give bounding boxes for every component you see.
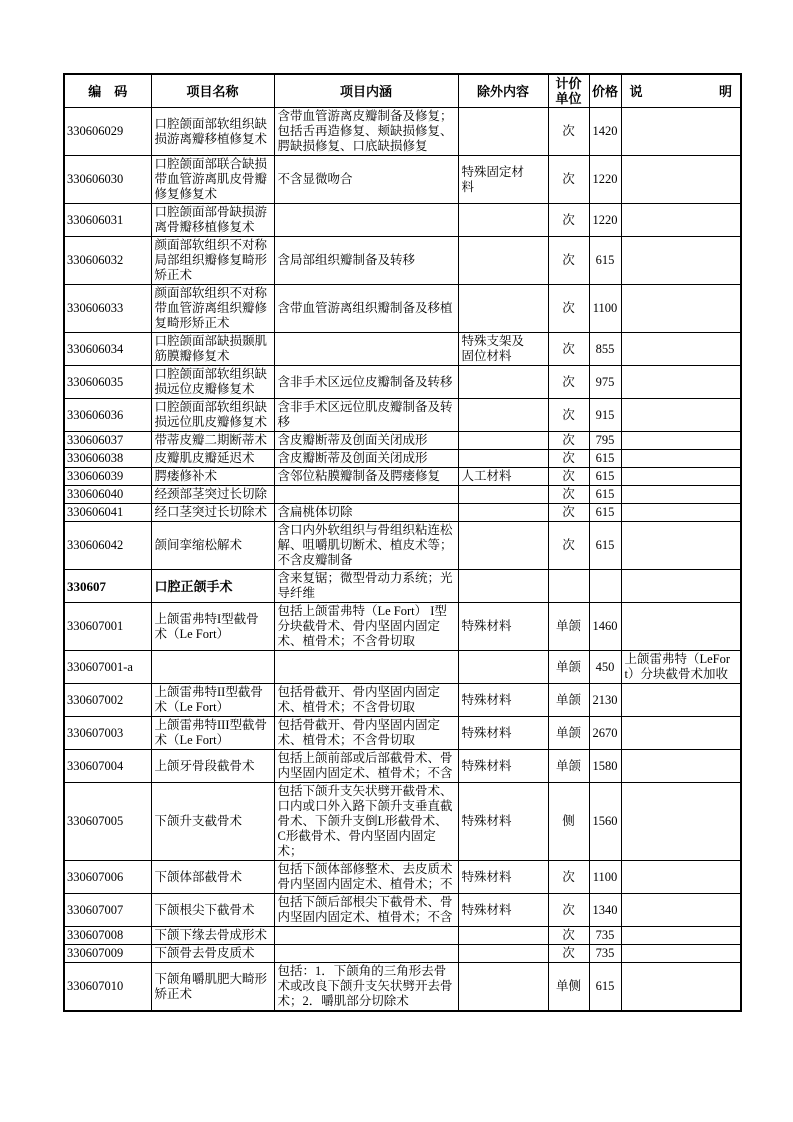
cell-name: 口腔颌面部软组织缺损远位皮瓣修复术 bbox=[151, 366, 274, 399]
cell-note bbox=[621, 432, 741, 450]
cell-name: 口腔颌面部缺损颞肌筋膜瓣修复术 bbox=[151, 333, 274, 366]
cell-price: 795 bbox=[589, 432, 621, 450]
cell-note bbox=[621, 570, 741, 603]
cell-exclusion bbox=[458, 399, 548, 432]
cell-exclusion bbox=[458, 237, 548, 285]
cell-content: 含非手术区远位皮瓣制备及转移 bbox=[274, 366, 458, 399]
cell-price: 615 bbox=[589, 468, 621, 486]
cell-unit: 次 bbox=[548, 945, 589, 963]
cell-price: 1100 bbox=[589, 285, 621, 333]
cell-unit: 次 bbox=[548, 468, 589, 486]
header-name: 项目名称 bbox=[151, 74, 274, 108]
cell-content: 含来复锯；微型骨动力系统；光导纤维 bbox=[274, 570, 458, 603]
header-note: 说明 bbox=[621, 74, 741, 108]
table-row bbox=[64, 486, 741, 504]
cell-unit: 次 bbox=[548, 285, 589, 333]
cell-name: 口腔颌面部软组织缺损游离瓣移植修复术 bbox=[151, 108, 274, 156]
cell-price: 735 bbox=[589, 927, 621, 945]
table-row bbox=[64, 927, 741, 945]
cell-price: 915 bbox=[589, 399, 621, 432]
table-row bbox=[64, 468, 741, 486]
header-unit: 计价单位 bbox=[548, 74, 589, 108]
table-row bbox=[64, 204, 741, 237]
table-row bbox=[64, 108, 741, 156]
cell-content bbox=[274, 651, 458, 684]
cell-code: 330606034 bbox=[64, 333, 151, 366]
cell-price: 1220 bbox=[589, 156, 621, 204]
cell-content: 不含显微吻合 bbox=[274, 156, 458, 204]
cell-note bbox=[621, 486, 741, 504]
cell-unit: 侧 bbox=[548, 783, 589, 861]
cell-unit: 单颌 bbox=[548, 717, 589, 750]
cell-name: 颌间挛缩松解术 bbox=[151, 522, 274, 570]
cell-name: 带蒂皮瓣二期断蒂术 bbox=[151, 432, 274, 450]
cell-unit: 次 bbox=[548, 156, 589, 204]
cell-code: 330606035 bbox=[64, 366, 151, 399]
cell-exclusion bbox=[458, 450, 548, 468]
cell-content bbox=[274, 927, 458, 945]
cell-exclusion bbox=[458, 366, 548, 399]
cell-price: 1460 bbox=[589, 603, 621, 651]
cell-price: 1560 bbox=[589, 783, 621, 861]
cell-note bbox=[621, 285, 741, 333]
cell-name: 下颌骨去骨皮质术 bbox=[151, 945, 274, 963]
cell-code: 330607008 bbox=[64, 927, 151, 945]
cell-unit: 次 bbox=[548, 927, 589, 945]
cell-note bbox=[621, 504, 741, 522]
cell-code: 330607003 bbox=[64, 717, 151, 750]
cell-name: 下颌升支截骨术 bbox=[151, 783, 274, 861]
cell-name: 上颌雷弗特II型截骨术（Le Fort） bbox=[151, 684, 274, 717]
cell-unit: 次 bbox=[548, 504, 589, 522]
cell-unit: 单颌 bbox=[548, 750, 589, 783]
table-row bbox=[64, 432, 741, 450]
cell-note bbox=[621, 750, 741, 783]
cell-content: 含局部组织瓣制备及转移 bbox=[274, 237, 458, 285]
cell-exclusion: 特殊材料 bbox=[458, 783, 548, 861]
cell-name bbox=[151, 651, 274, 684]
cell-price: 615 bbox=[589, 504, 621, 522]
cell-content: 包括上颌雷弗特（Le Fort） I型分块截骨术、骨内坚固内固定术、植骨术；不含骨切取 bbox=[274, 603, 458, 651]
cell-name: 上颌雷弗特III型截骨术（Le Fort） bbox=[151, 717, 274, 750]
cell-content: 含皮瓣断蒂及创面关闭成形 bbox=[274, 450, 458, 468]
cell-exclusion: 特殊材料 bbox=[458, 861, 548, 894]
cell-content: 含非手术区远位肌皮瓣制备及转移 bbox=[274, 399, 458, 432]
cell-name: 颜面部软组织不对称局部组织瓣修复畸形矫正术 bbox=[151, 237, 274, 285]
cell-unit: 次 bbox=[548, 237, 589, 285]
cell-note bbox=[621, 366, 741, 399]
table-row bbox=[64, 945, 741, 963]
cell-content: 含邻位粘膜瓣制备及腭瘘修复 bbox=[274, 468, 458, 486]
cell-unit bbox=[548, 570, 589, 603]
cell-content: 包括下颌体部修整术、去皮质术骨内坚固内固定术、植骨术；不 bbox=[274, 861, 458, 894]
cell-code: 330607 bbox=[64, 570, 151, 603]
cell-price: 615 bbox=[589, 963, 621, 1012]
cell-note bbox=[621, 156, 741, 204]
cell-code: 330607001 bbox=[64, 603, 151, 651]
cell-note bbox=[621, 783, 741, 861]
cell-unit: 次 bbox=[548, 450, 589, 468]
cell-content: 包括骨截开、骨内坚固内固定术、植骨术；不含骨切取 bbox=[274, 717, 458, 750]
cell-content bbox=[274, 945, 458, 963]
cell-price: 1220 bbox=[589, 204, 621, 237]
cell-exclusion: 特殊支架及固位材料 bbox=[458, 333, 548, 366]
cell-note bbox=[621, 108, 741, 156]
cell-note bbox=[621, 333, 741, 366]
table-row bbox=[64, 522, 741, 570]
cell-note bbox=[621, 684, 741, 717]
cell-code: 330606029 bbox=[64, 108, 151, 156]
table-row bbox=[64, 651, 741, 684]
cell-unit: 次 bbox=[548, 861, 589, 894]
cell-code: 330607004 bbox=[64, 750, 151, 783]
cell-note bbox=[621, 945, 741, 963]
cell-exclusion: 特殊材料 bbox=[458, 684, 548, 717]
table-row bbox=[64, 963, 741, 1012]
cell-name: 上颌雷弗特I型截骨术（Le Fort） bbox=[151, 603, 274, 651]
cell-code: 330607010 bbox=[64, 963, 151, 1012]
cell-note bbox=[621, 963, 741, 1012]
cell-unit: 单颌 bbox=[548, 603, 589, 651]
cell-price: 450 bbox=[589, 651, 621, 684]
cell-name: 腭瘘修补术 bbox=[151, 468, 274, 486]
header-exclusion: 除外内容 bbox=[458, 74, 548, 108]
header-price: 价格 bbox=[589, 74, 621, 108]
cell-note bbox=[621, 450, 741, 468]
cell-price: 615 bbox=[589, 522, 621, 570]
cell-code: 330606033 bbox=[64, 285, 151, 333]
cell-price: 975 bbox=[589, 366, 621, 399]
cell-note bbox=[621, 861, 741, 894]
cell-note bbox=[621, 204, 741, 237]
cell-name: 口腔颌面部软组织缺损远位肌皮瓣修复术 bbox=[151, 399, 274, 432]
table-header bbox=[64, 74, 741, 108]
cell-name: 经颈部茎突过长切除 bbox=[151, 486, 274, 504]
cell-unit: 单颌 bbox=[548, 684, 589, 717]
table-row bbox=[64, 333, 741, 366]
cell-unit: 次 bbox=[548, 894, 589, 927]
table-row bbox=[64, 783, 741, 861]
cell-unit: 单颌 bbox=[548, 651, 589, 684]
table-row bbox=[64, 717, 741, 750]
cell-price: 615 bbox=[589, 237, 621, 285]
cell-exclusion: 特殊材料 bbox=[458, 894, 548, 927]
cell-exclusion: 特殊材料 bbox=[458, 750, 548, 783]
cell-code: 330606041 bbox=[64, 504, 151, 522]
cell-exclusion bbox=[458, 285, 548, 333]
cell-note: 上颌雷弗特（LeFort）分块截骨术加收 bbox=[621, 651, 741, 684]
cell-code: 330607001-a bbox=[64, 651, 151, 684]
table-row bbox=[64, 603, 741, 651]
cell-price: 615 bbox=[589, 486, 621, 504]
cell-name: 下颌根尖下截骨术 bbox=[151, 894, 274, 927]
cell-content: 包括上颌前部或后部截骨术、骨内坚固内固定术、植骨术；不含 bbox=[274, 750, 458, 783]
cell-content: 含皮瓣断蒂及创面关闭成形 bbox=[274, 432, 458, 450]
table-row bbox=[64, 684, 741, 717]
cell-name: 下颌下缘去骨成形术 bbox=[151, 927, 274, 945]
cell-code: 330606031 bbox=[64, 204, 151, 237]
cell-exclusion bbox=[458, 108, 548, 156]
cell-note bbox=[621, 399, 741, 432]
cell-name: 皮瓣肌皮瓣延迟术 bbox=[151, 450, 274, 468]
cell-exclusion bbox=[458, 204, 548, 237]
cell-content: 含口内外软组织与骨组织粘连松解、咀嚼肌切断术、植皮术等；不含皮瓣制备 bbox=[274, 522, 458, 570]
cell-unit: 次 bbox=[548, 204, 589, 237]
cell-code: 330606039 bbox=[64, 468, 151, 486]
table-row bbox=[64, 399, 741, 432]
cell-exclusion: 人工材料 bbox=[458, 468, 548, 486]
header-row bbox=[64, 74, 741, 108]
fee-schedule-table bbox=[63, 73, 742, 1012]
table-body bbox=[64, 108, 741, 1012]
cell-code: 330607007 bbox=[64, 894, 151, 927]
cell-content bbox=[274, 204, 458, 237]
cell-unit: 次 bbox=[548, 432, 589, 450]
cell-exclusion: 特殊材料 bbox=[458, 717, 548, 750]
cell-code: 330606037 bbox=[64, 432, 151, 450]
cell-unit: 次 bbox=[548, 399, 589, 432]
cell-name: 口腔正颌手术 bbox=[151, 570, 274, 603]
cell-exclusion bbox=[458, 570, 548, 603]
cell-note bbox=[621, 717, 741, 750]
cell-unit: 次 bbox=[548, 108, 589, 156]
table-row bbox=[64, 156, 741, 204]
cell-exclusion: 特殊固定材料 bbox=[458, 156, 548, 204]
cell-note bbox=[621, 927, 741, 945]
cell-exclusion bbox=[458, 927, 548, 945]
cell-price: 2130 bbox=[589, 684, 621, 717]
cell-price: 615 bbox=[589, 450, 621, 468]
cell-price: 1420 bbox=[589, 108, 621, 156]
cell-exclusion: 特殊材料 bbox=[458, 603, 548, 651]
cell-price: 735 bbox=[589, 945, 621, 963]
cell-exclusion bbox=[458, 651, 548, 684]
table-row bbox=[64, 504, 741, 522]
table-row bbox=[64, 366, 741, 399]
cell-unit: 单侧 bbox=[548, 963, 589, 1012]
cell-name: 下颌角嚼肌肥大畸形矫正术 bbox=[151, 963, 274, 1012]
cell-code: 330607006 bbox=[64, 861, 151, 894]
cell-name: 口腔颌面部骨缺损游离骨瓣移植修复术 bbox=[151, 204, 274, 237]
cell-content: 含带血管游离组织瓣制备及移植 bbox=[274, 285, 458, 333]
cell-content: 包括下颌后部根尖下截骨术、骨内坚固内固定术、植骨术；不含 bbox=[274, 894, 458, 927]
cell-code: 330606036 bbox=[64, 399, 151, 432]
cell-note bbox=[621, 894, 741, 927]
cell-content: 含扁桃体切除 bbox=[274, 504, 458, 522]
cell-note bbox=[621, 237, 741, 285]
cell-name: 颜面部软组织不对称带血管游离组织瓣修复畸形矫正术 bbox=[151, 285, 274, 333]
cell-price: 855 bbox=[589, 333, 621, 366]
cell-price: 1580 bbox=[589, 750, 621, 783]
table-row bbox=[64, 285, 741, 333]
cell-unit: 次 bbox=[548, 522, 589, 570]
table-row bbox=[64, 237, 741, 285]
cell-exclusion bbox=[458, 504, 548, 522]
cell-note bbox=[621, 603, 741, 651]
cell-name: 经口茎突过长切除术 bbox=[151, 504, 274, 522]
cell-code: 330607005 bbox=[64, 783, 151, 861]
cell-name: 口腔颌面部联合缺损带血管游离肌皮骨瓣修复修复术 bbox=[151, 156, 274, 204]
cell-name: 上颌牙骨段截骨术 bbox=[151, 750, 274, 783]
table-row bbox=[64, 894, 741, 927]
cell-content: 包括：1．下颌角的三角形去骨术或改良下颌升支矢状劈开去骨术；2．嚼肌部分切除术 bbox=[274, 963, 458, 1012]
cell-content bbox=[274, 333, 458, 366]
cell-exclusion bbox=[458, 432, 548, 450]
cell-exclusion bbox=[458, 486, 548, 504]
cell-content bbox=[274, 486, 458, 504]
cell-unit: 次 bbox=[548, 333, 589, 366]
cell-unit: 次 bbox=[548, 486, 589, 504]
cell-code: 330606030 bbox=[64, 156, 151, 204]
cell-unit: 次 bbox=[548, 366, 589, 399]
header-code: 编 码 bbox=[64, 74, 151, 108]
cell-code: 330607009 bbox=[64, 945, 151, 963]
cell-note bbox=[621, 468, 741, 486]
cell-exclusion bbox=[458, 522, 548, 570]
cell-exclusion bbox=[458, 963, 548, 1012]
table-row bbox=[64, 861, 741, 894]
cell-name: 下颌体部截骨术 bbox=[151, 861, 274, 894]
cell-price: 1100 bbox=[589, 861, 621, 894]
cell-code: 330606042 bbox=[64, 522, 151, 570]
cell-exclusion bbox=[458, 945, 548, 963]
section-row bbox=[64, 570, 741, 603]
cell-content: 包括下颌升支矢状劈开截骨术、口内或口外入路下颌升支垂直截骨术、下颌升支倒L形截骨术、C形截骨术、骨内坚固内固定术； bbox=[274, 783, 458, 861]
cell-note bbox=[621, 522, 741, 570]
cell-code: 330607002 bbox=[64, 684, 151, 717]
cell-content: 含带血管游离皮瓣制备及修复；包括舌再造修复、颊缺损修复、腭缺损修复、口底缺损修复 bbox=[274, 108, 458, 156]
cell-content: 包括骨截开、骨内坚固内固定术、植骨术；不含骨切取 bbox=[274, 684, 458, 717]
cell-price: 2670 bbox=[589, 717, 621, 750]
cell-code: 330606040 bbox=[64, 486, 151, 504]
table-row bbox=[64, 450, 741, 468]
cell-price bbox=[589, 570, 621, 603]
cell-code: 330606038 bbox=[64, 450, 151, 468]
table-row bbox=[64, 750, 741, 783]
header-content: 项目内涵 bbox=[274, 74, 458, 108]
cell-code: 330606032 bbox=[64, 237, 151, 285]
cell-price: 1340 bbox=[589, 894, 621, 927]
